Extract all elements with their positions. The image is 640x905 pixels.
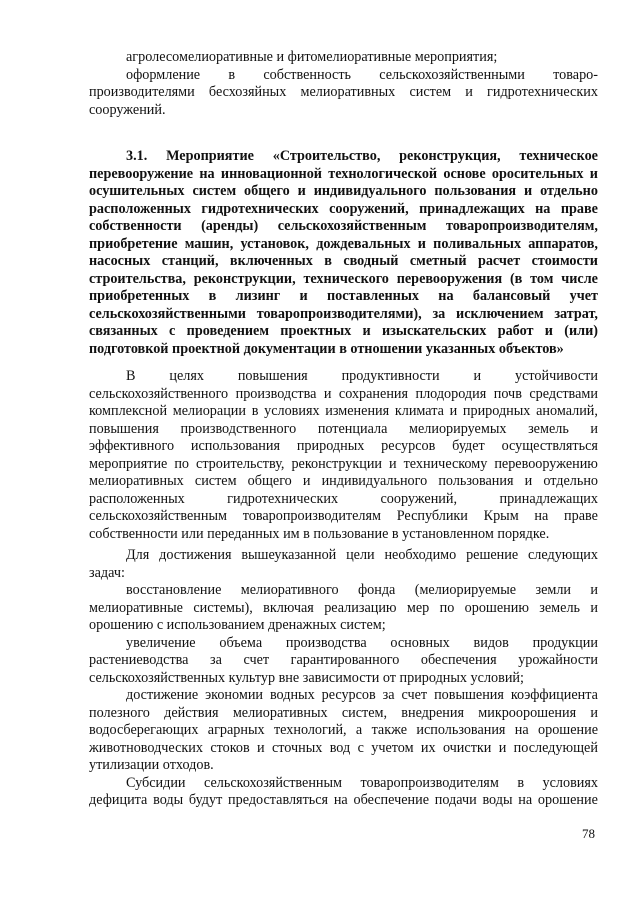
text-line: комплексной мелиорации в условиях изменения климата и природных аномалий, [89, 403, 598, 419]
text-line: водосберегающих аграрных технологий, а также использования на орошение [89, 722, 598, 738]
text-line: производителями бесхозяйных мелиоративных систем и гидротехнических [89, 84, 598, 100]
text-line: сельскохозяйственного производства и сохранения плодородия почв средствами [89, 385, 598, 402]
heading-line: строительства, реконструкции, технического перевооружения (в том числе [89, 270, 598, 287]
text-line: мелиоративные системы), включая реализацию мер по орошению земель и [89, 599, 598, 616]
heading-line: связанных с проведением проектных и изыскательских работ и (или) [89, 323, 598, 339]
paragraph-tasks [89, 547, 598, 810]
text-line: растениеводства за счет гарантированного обеспечения урожайности [89, 652, 598, 668]
text-line: мелиоративных систем общего и индивидуального пользования и отдельно [89, 473, 598, 489]
text-line: эффективного использования природных ресурсов будет осуществляться [89, 438, 598, 454]
text-line: орошению с использованием дренажных систем; [89, 617, 386, 633]
text-line: увеличение объема производства основных видов продукции [126, 634, 598, 651]
heading-line: собственности (аренды) сельскохозяйственным товаропроизводителям, [89, 218, 598, 234]
text-line: Субсидии сельскохозяйственным товаропроизводителям в условиях [126, 774, 598, 791]
text-line: расположенных гидротехнических сооружений, принадлежащих [89, 490, 598, 507]
heading-line: приобретение машин, установок, дождевальных и поливальных аппаратов, [89, 235, 598, 252]
text-line: Для достижения вышеуказанной цели необходимо решение следующих [126, 547, 598, 563]
text-line: сооружений. [89, 101, 166, 118]
text-line: животноводческих стоков и сточных вод с учетом их очистки и последующей [89, 739, 598, 756]
text-line: полезного действия мелиоративных систем, внедрения микроорошения и [89, 704, 598, 721]
text-line: сельскохозяйственным товаропроизводителям Республики Крым на праве [89, 508, 598, 524]
text-line: задач: [89, 564, 125, 581]
section-heading [89, 148, 598, 358]
heading-line: осушительных систем общего и индивидуального пользования и отдельно [89, 183, 598, 199]
text-line: мероприятие по строительству, реконструкции и техническому перевооружению [89, 455, 598, 472]
text-line: достижение экономии водных ресурсов за счет повышения коэффициента [126, 687, 598, 703]
text-line: утилизации отходов. [89, 757, 214, 773]
heading-line: сельскохозяйственными товаропроизводителями), за исключением затрат, [89, 305, 598, 322]
heading-line: перевооружение на инновационной технологической основе оросительных и [89, 165, 598, 182]
text-line: повышения производственного потенциала мелиорируемых земель и [89, 420, 598, 437]
text-line: В целях повышения продуктивности и устойчивости [126, 368, 598, 384]
paragraph-goals [89, 368, 598, 543]
text-line: дефицита воды будут предоставляться на обеспечение подачи воды на орошение [89, 792, 598, 808]
text-line: восстановление мелиоративного фонда (мелиорируемые земли и [126, 582, 598, 598]
heading-line: подготовкой проектной документации в отношении указанных объектов» [89, 340, 564, 357]
heading-line: насосных станций, включенных в сводный сметный расчет стоимости [89, 253, 598, 269]
heading-line: расположенных гидротехнических сооружений, принадлежащих на праве [89, 200, 598, 217]
text-line: агролесомелиоративные и фитомелиоративные мероприятия; [126, 49, 498, 65]
text-line: оформление в собственность сельскохозяйственными товаро- [126, 66, 598, 83]
text-line: сельскохозяйственных культур вне зависимости от природных условий; [89, 669, 524, 686]
heading-line: 3.1. Мероприятие «Строительство, реконструкция, техническое [126, 148, 598, 164]
text-line: собственности или переданных им в пользование в установленном порядке. [89, 525, 550, 542]
heading-line: приобретенных в лизинг и поставленных на балансовый учет [89, 288, 598, 304]
intro-block [89, 49, 598, 119]
page-number: 78 [582, 826, 595, 841]
